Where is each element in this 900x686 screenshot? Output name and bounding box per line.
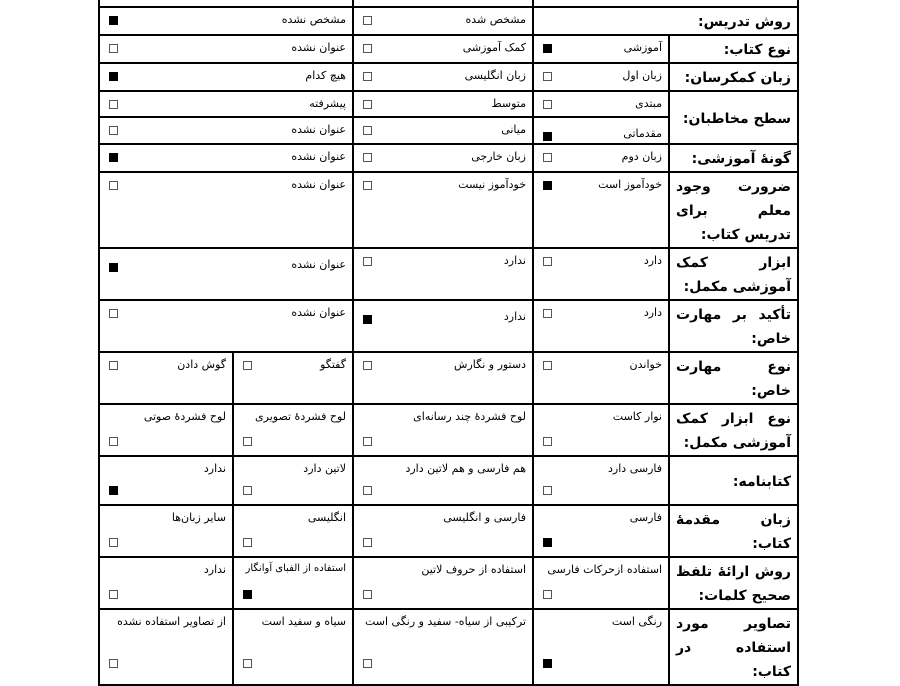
table-row-teaching-method [99,7,798,35]
option-cell[interactable] [353,117,533,144]
table-row-helper-language [99,63,798,91]
checkbox-checked-icon[interactable] [109,72,118,81]
option-label: مشخص نشده [281,13,346,26]
option-label: فارسی [629,511,662,524]
option-label: لوح فشردهٔ تصویری [255,410,346,423]
option-label: کمک آموزشی [462,41,526,54]
row-label: سطح مخاطبان: [669,91,798,144]
checkbox-icon[interactable] [363,100,372,109]
option-cell[interactable] [99,557,233,609]
checkbox-icon[interactable] [109,437,118,446]
checkbox-icon[interactable] [543,437,552,446]
option-cell[interactable] [99,505,233,557]
option-cell[interactable] [533,35,669,63]
checkbox-icon[interactable] [543,257,552,266]
table-row-tool-type [99,404,798,456]
row-label: ضرورت وجود معلم برای تدریس کتاب: [669,172,798,248]
checkbox-checked-icon[interactable] [543,132,552,141]
option-cell[interactable] [353,63,533,91]
row-label: تأکید بر مهارت خاص: [669,300,798,352]
option-cell[interactable] [353,7,533,35]
table-row-educational-type [99,144,798,172]
checkbox-checked-icon[interactable] [543,44,552,53]
option-label: ندارد [503,254,526,267]
option-label: زبان اول [622,69,662,82]
row-label: ابزار کمک آموزشی مکمل: [669,248,798,300]
table-row-pronunciation [99,557,798,609]
table-row-audience-level [99,91,798,117]
checkbox-icon[interactable] [243,361,252,370]
option-cell[interactable] [99,144,353,172]
checkbox-icon[interactable] [109,309,118,318]
option-cell[interactable] [353,352,533,404]
evaluation-table [98,0,799,686]
option-cell[interactable] [533,609,669,685]
option-label: ترکیبی از سیاه- سفید و رنگی است [364,615,526,628]
option-cell[interactable] [533,300,669,352]
option-label: سیاه و سفید است [261,615,346,628]
option-label: زبان دوم [621,150,662,163]
checkbox-icon[interactable] [109,590,118,599]
checkbox-icon[interactable] [109,181,118,190]
checkbox-checked-icon[interactable] [109,16,118,25]
option-label: لاتین دارد [303,462,346,475]
checkbox-checked-icon[interactable] [109,263,118,272]
option-label: فارسی و انگلیسی [443,511,526,524]
table-row-skill-type [99,352,798,404]
option-label: استفاده ازحرکات فارسی [547,563,662,576]
row-label: نوع کتاب: [669,35,798,63]
option-label: فارسی دارد [608,462,662,475]
checkbox-checked-icon[interactable] [543,538,552,547]
option-label: هم فارسی و هم لاتین دارد [405,462,526,475]
table-row-skill-emphasis [99,300,798,352]
option-label: پیشرفته [309,97,346,110]
checkbox-icon[interactable] [109,44,118,53]
checkbox-icon[interactable] [363,181,372,190]
checkbox-icon[interactable] [543,153,552,162]
table-row-intro-language [99,505,798,557]
option-cell[interactable] [353,505,533,557]
option-label: لوح فشردهٔ چند رسانه‌ای [413,410,526,423]
checkbox-icon[interactable] [363,44,372,53]
row-label: تصاویر مورد استفاده در کتاب: [669,609,798,685]
option-cell[interactable] [533,248,669,300]
option-cell[interactable] [99,456,233,505]
option-cell[interactable] [99,300,353,352]
option-cell[interactable] [533,63,669,91]
option-cell[interactable] [533,91,669,117]
option-cell[interactable] [233,609,353,685]
option-cell[interactable] [99,63,353,91]
option-label: استفاده از حروف لاتین [421,563,526,576]
option-label: عنوان نشده [291,306,346,319]
option-cell[interactable] [533,404,669,456]
option-cell[interactable] [233,352,353,404]
table-row-cut [99,0,798,7]
row-label: کتابنامه: [669,456,798,505]
option-cell[interactable] [533,117,669,144]
checkbox-icon[interactable] [109,361,118,370]
option-label: زبان انگلیسی [464,69,526,82]
checkbox-icon[interactable] [363,361,372,370]
checkbox-icon[interactable] [109,126,118,135]
option-cell[interactable] [353,91,533,117]
table-row-images [99,609,798,685]
option-cell[interactable] [353,456,533,505]
checkbox-icon[interactable] [363,153,372,162]
option-cell[interactable] [353,300,533,352]
option-label: دستور و نگارش [454,358,526,371]
table-row-bibliography [99,456,798,505]
row-label: زبان مقدمهٔ کتاب: [669,505,798,557]
checkbox-icon[interactable] [243,437,252,446]
option-label: انگلیسی [307,511,346,524]
checkbox-icon[interactable] [363,72,372,81]
checkbox-icon[interactable] [363,126,372,135]
option-cell[interactable] [353,144,533,172]
option-label: لوح فشردهٔ صوتی [143,410,226,423]
option-cell[interactable] [233,404,353,456]
option-label: خودآموز است [598,178,662,191]
option-cell[interactable] [233,557,353,609]
option-label: گوش دادن [177,358,226,371]
checkbox-icon[interactable] [543,100,552,109]
option-label: متوسط [491,97,526,110]
checkbox-checked-icon[interactable] [363,315,372,324]
option-label: سایر زبان‌ها [171,511,226,524]
table-row-book-type [99,35,798,63]
checkbox-icon[interactable] [363,538,372,547]
checkbox-icon[interactable] [543,72,552,81]
checkbox-checked-icon[interactable] [543,659,552,668]
checkbox-icon[interactable] [109,659,118,668]
option-cell[interactable] [353,172,533,248]
option-label: عنوان نشده [291,123,346,136]
option-cell[interactable] [99,404,233,456]
option-label: استفاده از الفبای آوانگار [245,563,346,574]
cell [353,0,533,7]
option-label: آموزشی [623,41,662,54]
checkbox-icon[interactable] [243,659,252,668]
option-cell[interactable] [99,7,353,35]
option-cell[interactable] [353,248,533,300]
checkbox-icon[interactable] [243,486,252,495]
cell [99,0,353,7]
row-label: گونهٔ آموزشی: [669,144,798,172]
option-cell[interactable] [353,35,533,63]
option-label: مقدماتی [623,127,662,140]
option-label: هیچ کدام [305,69,346,82]
option-cell[interactable] [533,557,669,609]
option-cell[interactable] [533,505,669,557]
option-label: گفتگو [320,358,346,371]
option-label: مشخص شده [465,13,526,26]
checkbox-icon[interactable] [543,361,552,370]
checkbox-icon[interactable] [109,100,118,109]
option-cell[interactable] [99,117,353,144]
row-label: زبان کمکرسان: [669,63,798,91]
checkbox-icon[interactable] [543,309,552,318]
checkbox-icon[interactable] [363,257,372,266]
option-label: ندارد [203,563,226,576]
checkbox-icon[interactable] [363,659,372,668]
row-label: روش ارائهٔ تلفظ صحیح کلمات: [669,557,798,609]
option-cell[interactable] [99,609,233,685]
option-cell[interactable] [533,144,669,172]
option-label: مبتدی [635,97,662,110]
checkbox-icon[interactable] [543,486,552,495]
option-label: نوار کاست [612,410,662,423]
checkbox-icon[interactable] [363,437,372,446]
checkbox-icon[interactable] [363,16,372,25]
checkbox-checked-icon[interactable] [543,181,552,190]
option-label: خودآموز نیست [458,178,526,191]
option-label: دارد [643,306,662,319]
option-cell[interactable] [533,456,669,505]
option-cell[interactable] [233,456,353,505]
option-cell[interactable] [353,404,533,456]
option-cell[interactable] [99,91,353,117]
checkbox-icon[interactable] [109,538,118,547]
option-label: میانی [501,123,526,136]
checkbox-checked-icon[interactable] [109,153,118,162]
option-cell[interactable] [533,172,669,248]
option-label: ندارد [203,462,226,475]
option-label: عنوان نشده [291,150,346,163]
option-label: زبان خارجی [471,150,526,163]
checkbox-icon[interactable] [363,486,372,495]
option-label: عنوان نشده [291,258,346,271]
option-cell[interactable] [353,609,533,685]
option-label: ندارد [503,310,526,323]
table-row-teacher-necessity [99,172,798,248]
option-cell[interactable] [99,248,353,300]
option-cell[interactable] [353,557,533,609]
option-label: از تصاویر استفاده نشده [117,615,226,628]
option-cell[interactable] [233,505,353,557]
row-label [533,0,798,7]
option-cell[interactable] [99,172,353,248]
checkbox-icon[interactable] [243,538,252,547]
option-label: عنوان نشده [291,178,346,191]
row-label: نوع مهارت خاص: [669,352,798,404]
checkbox-checked-icon[interactable] [243,590,252,599]
option-cell[interactable] [99,352,233,404]
option-label: رنگی است [611,615,662,628]
checkbox-checked-icon[interactable] [109,486,118,495]
table-row-supplementary-tools [99,248,798,300]
checkbox-icon[interactable] [543,590,552,599]
option-label: عنوان نشده [291,41,346,54]
row-label: نوع ابزار کمک آموزشی مکمل: [669,404,798,456]
checkbox-icon[interactable] [363,590,372,599]
row-label: روش تدریس: [533,7,798,35]
option-cell[interactable] [99,35,353,63]
option-cell[interactable] [533,352,669,404]
option-label: خواندن [629,358,662,371]
option-label: دارد [643,254,662,267]
